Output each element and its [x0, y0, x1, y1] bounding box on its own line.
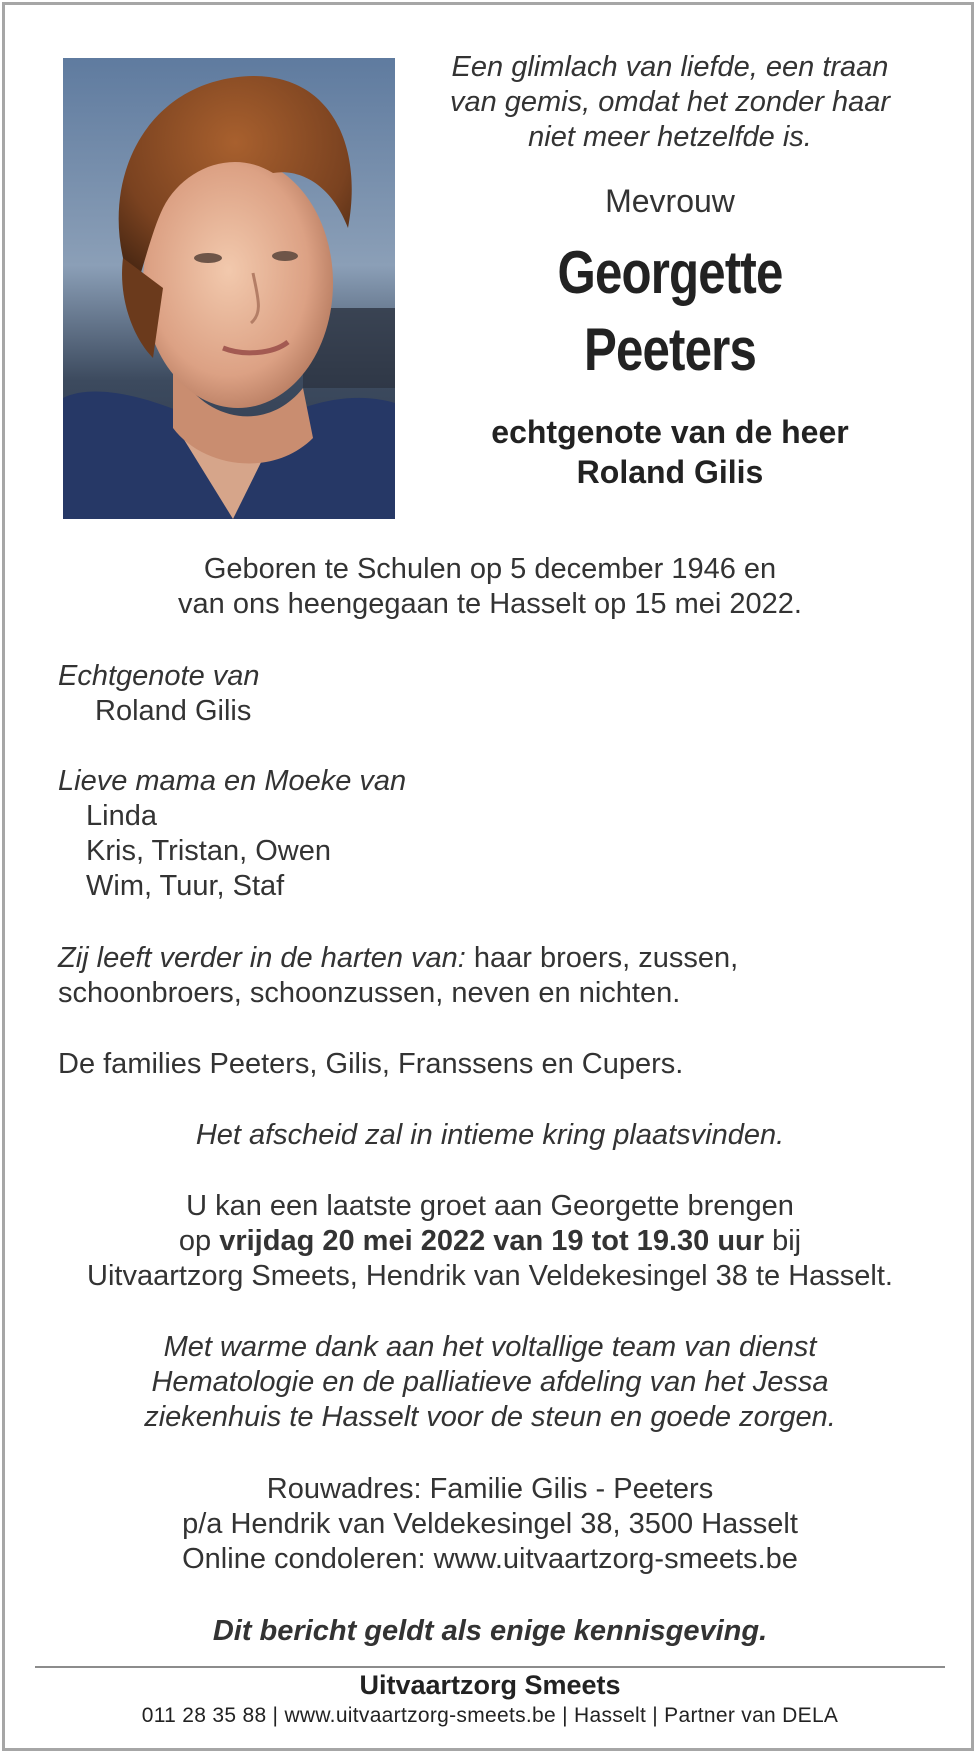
- children-label: Lieve mama en Moeke van: [58, 765, 407, 797]
- children-section: [58, 764, 938, 904]
- visitation-datetime: vrijdag 20 mei 2022 van 19 tot 19.30 uur: [219, 1225, 765, 1257]
- visitation-line: Uitvaartzorg Smeets, Hendrik van Veldekesingel 38 te Hasselt.: [87, 1260, 893, 1292]
- header-block: [420, 50, 920, 492]
- spouse-section: [58, 659, 938, 729]
- visitation-post: bij: [764, 1225, 802, 1257]
- relatives-line: [58, 941, 938, 976]
- relatives-label: Zij leeft verder in de harten van:: [58, 942, 466, 974]
- thanks-line: Met warme dank aan het voltallige team van dienst: [163, 1331, 817, 1363]
- last-name: Peeters: [583, 316, 757, 383]
- portrait-photo: [63, 58, 395, 519]
- address-line: p/a Hendrik van Veldekesingel 38, 3500 Hasselt: [182, 1508, 798, 1540]
- thanks-line: Hematologie en de palliatieve afdeling van het Jessa: [151, 1366, 829, 1398]
- quote-line: van gemis, omdat het zonder haar: [449, 86, 891, 118]
- spouse-name: Roland Gilis: [95, 695, 252, 727]
- quote-line: niet meer hetzelfde is.: [528, 121, 812, 153]
- footer-divider: [35, 1666, 945, 1668]
- birth-death-dates: [40, 552, 940, 622]
- children-line: Linda: [86, 800, 157, 832]
- spouse-heading: [420, 412, 920, 492]
- relatives-text: haar broers, zussen,: [465, 942, 739, 974]
- opening-quote: [420, 50, 920, 155]
- mourning-address: [40, 1472, 940, 1577]
- first-name: Georgette: [557, 239, 783, 306]
- address-line: Rouwadres: Familie Gilis - Peeters: [266, 1473, 714, 1505]
- deceased-name: [465, 234, 875, 388]
- children-line: Wim, Tuur, Staf: [86, 870, 285, 902]
- relatives-section: [58, 941, 938, 1011]
- salutation: Mevrouw: [605, 183, 735, 219]
- birth-line: Geboren te Schulen op 5 december 1946 en: [203, 553, 777, 585]
- visitation-line: [40, 1224, 940, 1259]
- footer-company: Uitvaartzorg Smeets: [359, 1670, 621, 1700]
- farewell-note: Het afscheid zal in intieme kring plaatsvinden.: [195, 1119, 785, 1151]
- children-line: Kris, Tristan, Owen: [86, 835, 331, 867]
- visitation-info: [40, 1189, 940, 1294]
- thanks-line: ziekenhuis te Hasselt voor de steun en goede zorgen.: [144, 1401, 836, 1433]
- quote-line: Een glimlach van liefde, een traan: [451, 51, 889, 83]
- families: De families Peeters, Gilis, Franssens en Cupers.: [58, 1048, 684, 1080]
- thanks-note: [40, 1330, 940, 1435]
- spouse-heading-line: echtgenote van de heer: [491, 414, 849, 450]
- notice-statement: Dit bericht geldt als enige kennisgeving.: [212, 1615, 768, 1647]
- address-line: Online condoleren: www.uitvaartzorg-smeets.be: [182, 1543, 798, 1575]
- relatives-line: schoonbroers, schoonzussen, neven en nichten.: [58, 977, 681, 1009]
- footer-contact: 011 28 35 88 | www.uitvaartzorg-smeets.be | Hasselt | Partner van DELA: [141, 1704, 839, 1727]
- death-line: van ons heengegaan te Hasselt op 15 mei 2022.: [178, 588, 802, 620]
- visitation-pre: op: [178, 1225, 220, 1257]
- spouse-label: Echtgenote van: [58, 660, 260, 692]
- visitation-line: U kan een laatste groet aan Georgette brengen: [186, 1190, 794, 1222]
- spouse-heading-line: Roland Gilis: [576, 454, 764, 490]
